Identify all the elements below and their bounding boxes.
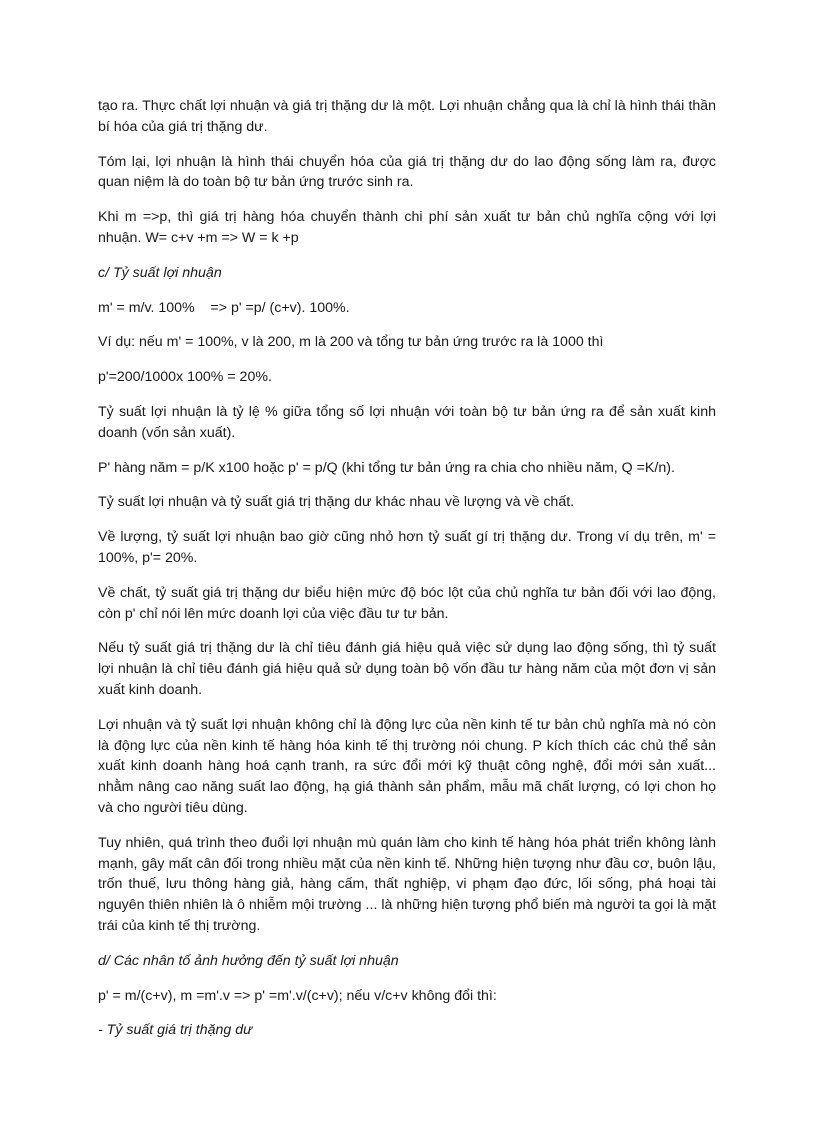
paragraph: Nếu tỷ suất giá trị thặng dư là chỉ tiêu đánh giá hiệu quả việc sử dụng lao động sống, thì tỷ suất lợi nhuận là chỉ tiêu đánh giá hiệu quả sử dụng toàn bộ vốn đầu tư hàng năm của một đơn vị sản xuất kinh doanh. (98, 640, 716, 698)
paragraph: Tóm lại, lợi nhuận là hình thái chuyển hóa của giá trị thặng dư do lao động sống làm ra, được quan niệm là do toàn bộ tư bản ứng trước sinh ra. (98, 153, 716, 191)
formula-line: m' = m/v. 100% => p' =p/ (c+v). 100%. (98, 299, 350, 316)
paragraph: Tỷ suất lợi nhuận là tỷ lệ % giữa tổng số lợi nhuận với toàn bộ tư bản ứng ra để sản xuất kinh doanh (vốn sản xuất). (98, 403, 716, 441)
document-body (98, 96, 716, 1055)
paragraph: Ví dụ: nếu m' = 100%, v là 200, m là 200 và tổng tư bản ứng trước ra là 1000 thì (98, 334, 604, 351)
section-heading: c/ Tỷ suất lợi nhuận (98, 264, 222, 281)
paragraph: Tuy nhiên, quá trình theo đuổi lợi nhuận mù quán làm cho kinh tế hàng hóa phát triển không lành mạnh, gây mất cân đối trong nhiều mặt của nền kinh tế. Những hiện tượng như đầu cơ, buôn lậu, trốn thuế, lưu thông hàng giả, hàng cấm, thất nghiệp, vi phạm đạo đức, lối sống, phá hoại tài nguyên thiên nhiên là ô nhiễm mội trường ... là những hiện tượng phổ biến mà người ta gọi là mặt trái của kinh tế thị trường. (98, 834, 716, 934)
paragraph: Về lượng, tỷ suất lợi nhuận bao giờ cũng nhỏ hơn tỷ suất gí trị thặng dư. Trong ví dụ trên, m' = 100%, p'= 20%. (98, 529, 716, 566)
formula-line: P' hàng năm = p/K x100 hoặc p' = p/Q (khi tổng tư bản ứng ra chia cho nhiều năm, Q =K/n). (98, 459, 675, 476)
paragraph: tạo ra. Thực chất lợi nhuận và giá trị thặng dư là một. Lợi nhuận chẳng qua là chỉ là hình thái thần bí hóa của giá trị thặng dư. (98, 98, 716, 135)
paragraph: Về chất, tỷ suất giá trị thặng dư biểu hiện mức độ bóc lột của chủ nghĩa tư bản đối với lao động, còn p' chỉ nói lên mức doanh lợi của việc đầu tư tư bản. (98, 584, 716, 622)
paragraph: Khi m =>p, thì giá trị hàng hóa chuyển thành chi phí sản xuất tư bản chủ nghĩa cộng với lợi nhuận. W= c+v +m => W = k +p (98, 209, 716, 246)
paragraph: Tỷ suất lợi nhuận và tỷ suất giá trị thặng dư khác nhau về lượng và về chất. (98, 494, 575, 511)
formula-line: p'=200/1000x 100% = 20%. (98, 369, 272, 386)
paragraph: Lợi nhuận và tỷ suất lợi nhuận không chỉ là động lực của nền kinh tế tư bản chủ nghĩa mà nó còn là động lực của nền kinh tế hàng hóa kinh tế thị trường nói chung. P kích thích các chủ thể sản xuất kinh doanh hàng hoá cạnh tranh, ra sức đổi mới kỹ thuật công nghệ, đổi mới sản xuất... nhằm nâng cao năng suất lao động, hạ giá thành sản phẩm, mẫu mã chất lượng, có lợi chon họ và cho người tiêu dùng. (98, 716, 716, 816)
formula-line: p' = m/(c+v), m =m'.v => p' =m'.v/(c+v); nếu v/c+v không đổi thì: (98, 987, 497, 1004)
subsection-heading: - Tỷ suất giá trị thặng dư (98, 1022, 253, 1039)
section-heading: d/ Các nhân tố ảnh hưởng đến tỷ suất lợi nhuận (98, 952, 399, 969)
